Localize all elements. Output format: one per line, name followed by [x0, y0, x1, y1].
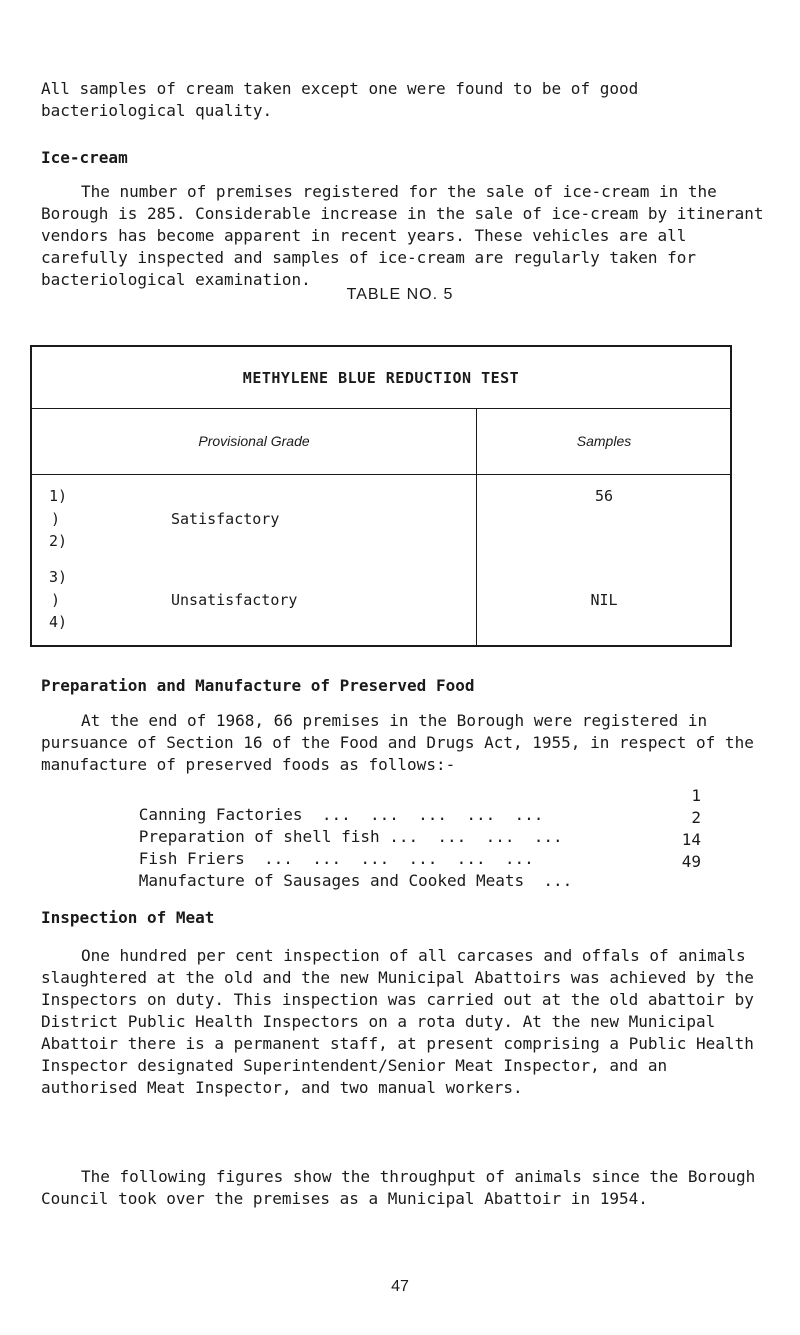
row-number: 1)	[49, 487, 68, 505]
samples-unsatisfactory: NIL	[590, 591, 618, 609]
meat-inspection-heading: Inspection of Meat	[41, 908, 215, 927]
ice-cream-heading: Ice-cream	[41, 148, 128, 167]
preserved-food-list	[81, 786, 701, 890]
table-title: METHYLENE BLUE REDUCTION TEST	[32, 347, 730, 409]
preserved-food-heading: Preparation and Manufacture of Preserved Food	[41, 676, 475, 695]
meat-paragraph-2: The following figures show the throughput of animals since the Borough Council took over the premises as a Municipal Abattoir in 1954.	[41, 1167, 756, 1208]
intro-paragraph: All samples of cream taken except one were found to be of good bacteriological quality.	[41, 79, 639, 120]
header-provisional-grade: Provisional Grade	[198, 433, 310, 449]
meat-paragraph-1: One hundred per cent inspection of all carcases and offals of animals slaughtered at the old and the new Municipal Abattoirs was achieved by the Inspectors on duty. This inspection was carried out at the old abattoir by District Public Health Inspectors on a rota duty. At the new Municipal Abattoir there is a permanent staff, at present comprising a Public Health Inspector designated Superintendent/Senior Meat Inspector, and an authorised Meat Inspector, and two manual workers.	[41, 946, 754, 1097]
row-number: 4)	[49, 613, 68, 631]
list-item-label: Canning Factories ... ... ... ... ...	[138, 805, 544, 824]
grade-unsatisfactory: Unsatisfactory	[171, 591, 298, 609]
list-item-label: Fish Friers ... ... ... ... ... ...	[138, 849, 534, 868]
list-item-label: Manufacture of Sausages and Cooked Meats ...	[138, 871, 573, 890]
column-divider	[476, 409, 477, 647]
grade-satisfactory: Satisfactory	[171, 510, 280, 528]
row-number: 2)	[49, 532, 68, 550]
list-item-label: Preparation of shell fish ... ... ... ...	[138, 827, 563, 846]
row-number: 3)	[49, 568, 68, 586]
list-item-value: 2	[691, 808, 701, 827]
page-number: 47	[391, 1278, 409, 1295]
samples-satisfactory: 56	[594, 487, 614, 505]
methylene-blue-table	[30, 345, 732, 647]
list-item	[81, 786, 701, 824]
table-header-row	[32, 409, 730, 475]
preserved-food-paragraph: At the end of 1968, 66 premises in the Borough were registered in pursuance of Section 16 of the Food and Drugs Act, 1955, in respect of the manufacture of preserved foods as follows:-	[41, 711, 754, 774]
list-item-value: 49	[681, 852, 701, 871]
row-bracket: )	[51, 591, 61, 609]
list-item-value: 14	[681, 830, 701, 849]
row-bracket: )	[51, 510, 61, 528]
header-samples: Samples	[576, 433, 632, 449]
ice-cream-paragraph: The number of premises registered for the sale of ice-cream in the Borough is 285. Considerable increase in the sale of ice-cream by itinerant vendors has become apparent in recent years. These vehicles are all carefully inspected and samples of ice-cream are regularly taken for bacteriological examination.	[41, 182, 764, 289]
list-item	[81, 852, 701, 890]
list-item-value: 1	[691, 786, 701, 805]
table-label: TABLE NO. 5	[346, 286, 454, 303]
